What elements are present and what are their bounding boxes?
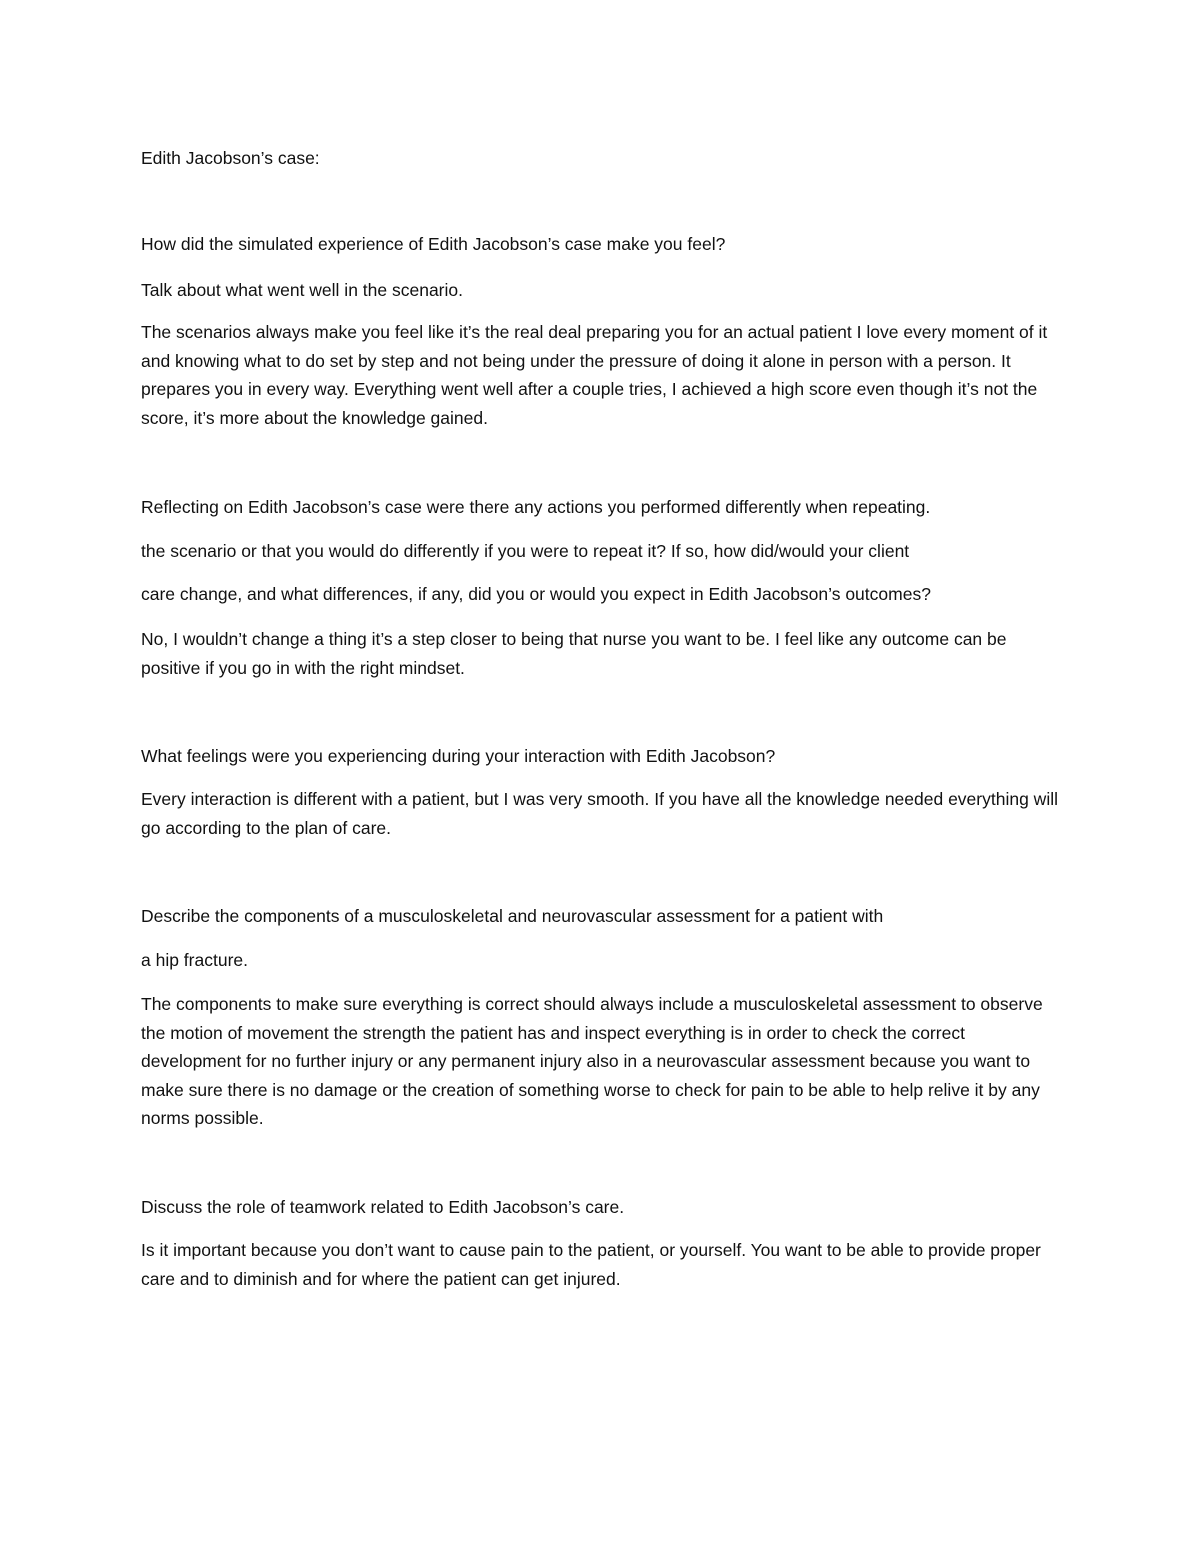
question-4-line-2: a hip fracture. <box>141 950 248 970</box>
answer-4: The components to make sure everything is correct should always include a musculoskeletal assessment to observe the motion of movement the strength the patient has and inspect everything is in order to check the correct development for no further injury or any permanent injury also in a neurovascular assessment because you want to make sure there is no damage or the creation of something worse to check for pain to be able to help relive it by any norms possible. <box>141 994 1043 1129</box>
question-4-line-1: Describe the components of a musculoskeletal and neurovascular assessment for a patient with <box>141 906 884 926</box>
question-2-line-3: care change, and what differences, if any, did you or would you expect in Edith Jacobson’s outcomes? <box>141 584 931 604</box>
question-1: How did the simulated experience of Edith Jacobson’s case make you feel? <box>141 234 726 254</box>
question-2-line-2: the scenario or that you would do differently if you were to repeat it? If so, how did/would your client <box>141 541 910 561</box>
question-2-line-1: Reflecting on Edith Jacobson’s case were there any actions you performed differently when repeating. <box>141 497 931 517</box>
question-1-prompt: Talk about what went well in the scenario. <box>141 280 463 300</box>
question-5: Discuss the role of teamwork related to Edith Jacobson’s care. <box>141 1197 625 1217</box>
document-title: Edith Jacobson’s case: <box>141 148 320 168</box>
question-3: What feelings were you experiencing during your interaction with Edith Jacobson? <box>141 746 776 766</box>
answer-5: Is it important because you don’t want to cause pain to the patient, or yourself. You want to be able to provide proper care and to diminish and for where the patient can get injured. <box>141 1240 1041 1289</box>
answer-1: The scenarios always make you feel like it’s the real deal preparing you for an actual patient I love every moment of it and knowing what to do set by step and not being under the pressure of doing it alone in person with a person. It prepares you in every way. Everything went well after a couple tries, I achieved a high score even though it’s not the score, it’s more about the knowledge gained. <box>141 322 1048 428</box>
answer-3: Every interaction is different with a patient, but I was very smooth. If you have all the knowledge needed everything will go according to the plan of care. <box>141 789 1058 838</box>
answer-2: No, I wouldn’t change a thing it’s a step closer to being that nurse you want to be. I feel like any outcome can be positive if you go in with the right mindset. <box>141 629 1007 678</box>
